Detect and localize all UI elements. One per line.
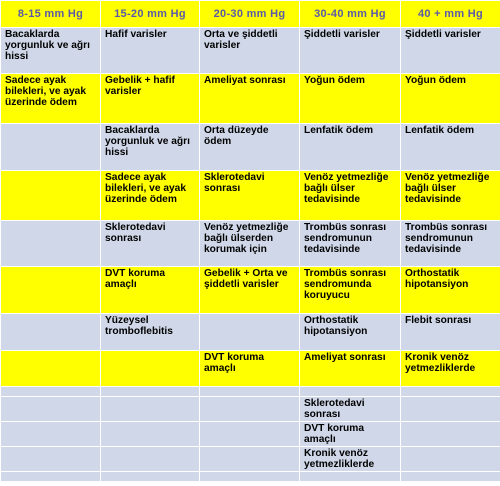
table-cell xyxy=(1,422,101,447)
table-cell: Lenfatik ödem xyxy=(300,124,401,171)
table-cell: Kronik venöz yetmezliklerde xyxy=(401,351,500,387)
table-cell: Gebelik + Orta ve şiddetli varisler xyxy=(200,267,300,314)
table-cell: Bacaklarda yorgunluk ve ağrı hissi xyxy=(1,28,101,74)
table-row xyxy=(1,447,500,472)
table-cell: Orta ve şiddetli varisler xyxy=(200,28,300,74)
table-cell xyxy=(1,397,101,422)
table-cell xyxy=(401,422,500,447)
table-cell: DVT koruma amaçlı xyxy=(200,351,300,387)
table-cell: Kronik venöz yetmezliklerde xyxy=(300,447,401,472)
table-cell: Hafif varisler xyxy=(101,28,200,74)
table-cell xyxy=(200,447,300,472)
table-cell xyxy=(1,447,101,472)
table-cell: Venöz yetmezliğe bağlı ülser tedavisinde xyxy=(401,171,500,221)
table-cell: Yoğun ödem xyxy=(300,74,401,124)
header-cell: 15-20 mm Hg xyxy=(101,1,200,28)
header-cell: 20-30 mm Hg xyxy=(200,1,300,28)
table-cell xyxy=(200,314,300,351)
table-row xyxy=(1,74,500,124)
table-cell: Orta düzeyde ödem xyxy=(200,124,300,171)
table-cell xyxy=(1,171,101,221)
table-cell xyxy=(1,387,101,397)
table-cell xyxy=(1,314,101,351)
table-cell: Trombüs sonrası sendromunun tedavisinde xyxy=(300,221,401,267)
table-row xyxy=(1,267,500,314)
table-cell: Gebelik + hafif varisler xyxy=(101,74,200,124)
table-cell xyxy=(401,387,500,397)
table-row xyxy=(1,221,500,267)
table-cell: DVT koruma amaçlı xyxy=(101,267,200,314)
table-row xyxy=(1,351,500,387)
table-cell: Orthostatik hipotansiyon xyxy=(300,314,401,351)
table-cell xyxy=(200,472,300,482)
table-cell: Yüzeysel tromboflebitis xyxy=(101,314,200,351)
table-cell: Orthostatik hipotansiyon xyxy=(401,267,500,314)
table-cell xyxy=(1,351,101,387)
table-cell: Trombüs sonrası sendromunun tedavisinde xyxy=(401,221,500,267)
table-cell xyxy=(1,472,101,482)
table-cell xyxy=(101,472,200,482)
header-cell: 40 + mm Hg xyxy=(401,1,500,28)
table-row xyxy=(1,422,500,447)
table-cell: Sadece ayak bilekleri, ve ayak üzerinde ödem xyxy=(101,171,200,221)
table-cell: Venöz yetmezliğe bağlı ülserden korumak için xyxy=(200,221,300,267)
table-cell: Yoğun ödem xyxy=(401,74,500,124)
table-cell xyxy=(200,387,300,397)
table-cell: Şiddetli varisler xyxy=(401,28,500,74)
table-row xyxy=(1,397,500,422)
table-row xyxy=(1,171,500,221)
table-cell xyxy=(200,422,300,447)
header-row xyxy=(1,1,500,28)
table-cell: Ameliyat sonrası xyxy=(200,74,300,124)
table-cell: Venöz yetmezliğe bağlı ülser tedavisinde xyxy=(300,171,401,221)
table-row xyxy=(1,314,500,351)
table-cell: Lenfatik ödem xyxy=(401,124,500,171)
table-cell: Sklerotedavi sonrası xyxy=(101,221,200,267)
table-cell xyxy=(401,472,500,482)
table-cell xyxy=(300,387,401,397)
table-cell xyxy=(101,387,200,397)
table-cell: Flebit sonrası xyxy=(401,314,500,351)
table-row xyxy=(1,28,500,74)
table-row xyxy=(1,472,500,482)
table-cell xyxy=(1,221,101,267)
table-cell xyxy=(1,267,101,314)
table-cell: Sklerotedavi sonrası xyxy=(300,397,401,422)
table-cell xyxy=(101,447,200,472)
header-cell: 8-15 mm Hg xyxy=(1,1,101,28)
table-cell: DVT koruma amaçlı xyxy=(300,422,401,447)
table-cell xyxy=(300,472,401,482)
table-cell: Trombüs sonrası sendromunda koruyucu xyxy=(300,267,401,314)
table-row xyxy=(1,124,500,171)
table-cell xyxy=(401,447,500,472)
table-cell: Sklerotedavi sonrası xyxy=(200,171,300,221)
table-cell xyxy=(101,397,200,422)
table-cell xyxy=(401,397,500,422)
table-cell xyxy=(200,397,300,422)
table-cell: Şiddetli varisler xyxy=(300,28,401,74)
table-cell xyxy=(101,351,200,387)
table-cell xyxy=(1,124,101,171)
table-cell: Sadece ayak bilekleri, ve ayak üzerinde ödem xyxy=(1,74,101,124)
table-cell xyxy=(101,422,200,447)
table-cell: Bacaklarda yorgunluk ve ağrı hissi xyxy=(101,124,200,171)
header-cell: 30-40 mm Hg xyxy=(300,1,401,28)
table-cell: Ameliyat sonrası xyxy=(300,351,401,387)
table-row xyxy=(1,387,500,397)
